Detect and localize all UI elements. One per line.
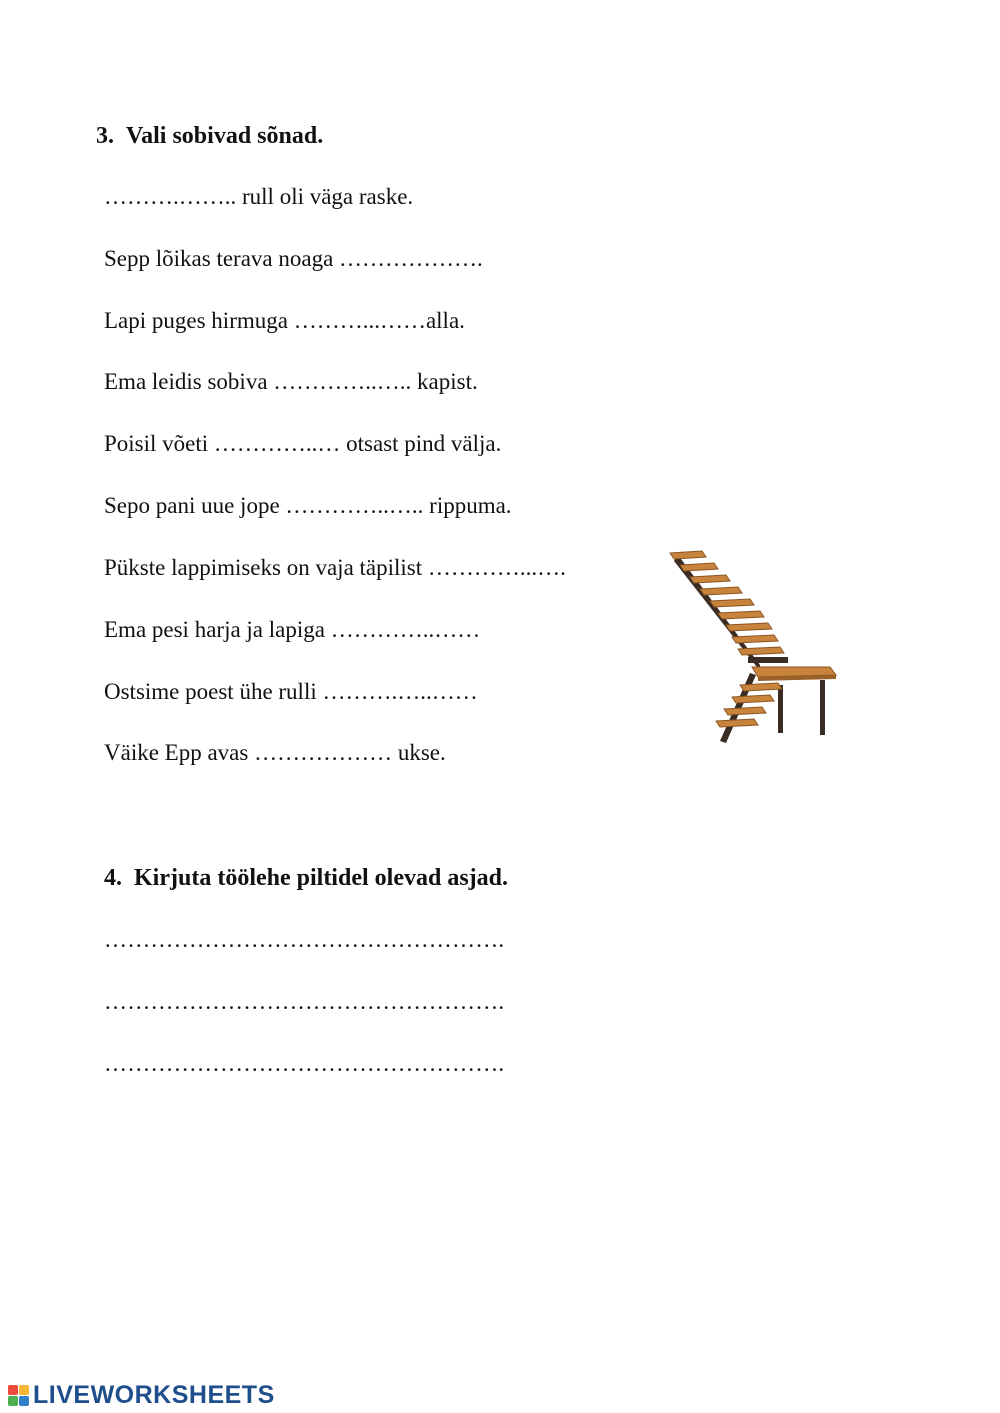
task-3-number: 3. xyxy=(96,123,114,149)
sentence-6: Sepo pani uue jope …………..….. rippuma. xyxy=(104,493,512,518)
task-4-title: Kirjuta töölehe piltidel olevad asjad. xyxy=(134,865,508,891)
sentence-2: Sepp lõikas terava noaga ………………. xyxy=(104,246,483,271)
sentence-10: Väike Epp avas ……………… ukse. xyxy=(104,740,446,765)
sentence-5: Poisil võeti …………..… otsast pind välja. xyxy=(104,431,502,456)
answer-line-3[interactable]: ……………………………………………. xyxy=(104,1051,505,1076)
logo-blocks-icon xyxy=(8,1385,29,1406)
sentence-8: Ema pesi harja ja lapiga …………..…… xyxy=(104,617,481,642)
sentence-7: Pükste lappimiseks on vaja täpilist …………...…. xyxy=(104,555,566,580)
wooden-stairs-icon xyxy=(660,545,850,750)
liveworksheets-logo xyxy=(8,1382,275,1408)
answer-line-1[interactable]: ……………………………………………. xyxy=(104,927,505,952)
sentence-9: Ostsime poest ühe rulli ……….…..…… xyxy=(104,679,478,704)
sentence-1: ……….…….. rull oli väga raske. xyxy=(104,184,414,209)
logo-text: LIVEWORKSHEETS xyxy=(33,1381,275,1409)
sentence-3: Lapi puges hirmuga ………...……alla. xyxy=(104,308,465,333)
task-3-title: Vali sobivad sõnad. xyxy=(126,123,324,149)
task-3-heading xyxy=(96,122,323,150)
task-4-number: 4. xyxy=(104,865,122,891)
answer-line-2[interactable]: ……………………………………………. xyxy=(104,989,505,1014)
task-4-heading xyxy=(104,864,508,892)
sentence-4: Ema leidis sobiva …………..….. kapist. xyxy=(104,369,478,394)
